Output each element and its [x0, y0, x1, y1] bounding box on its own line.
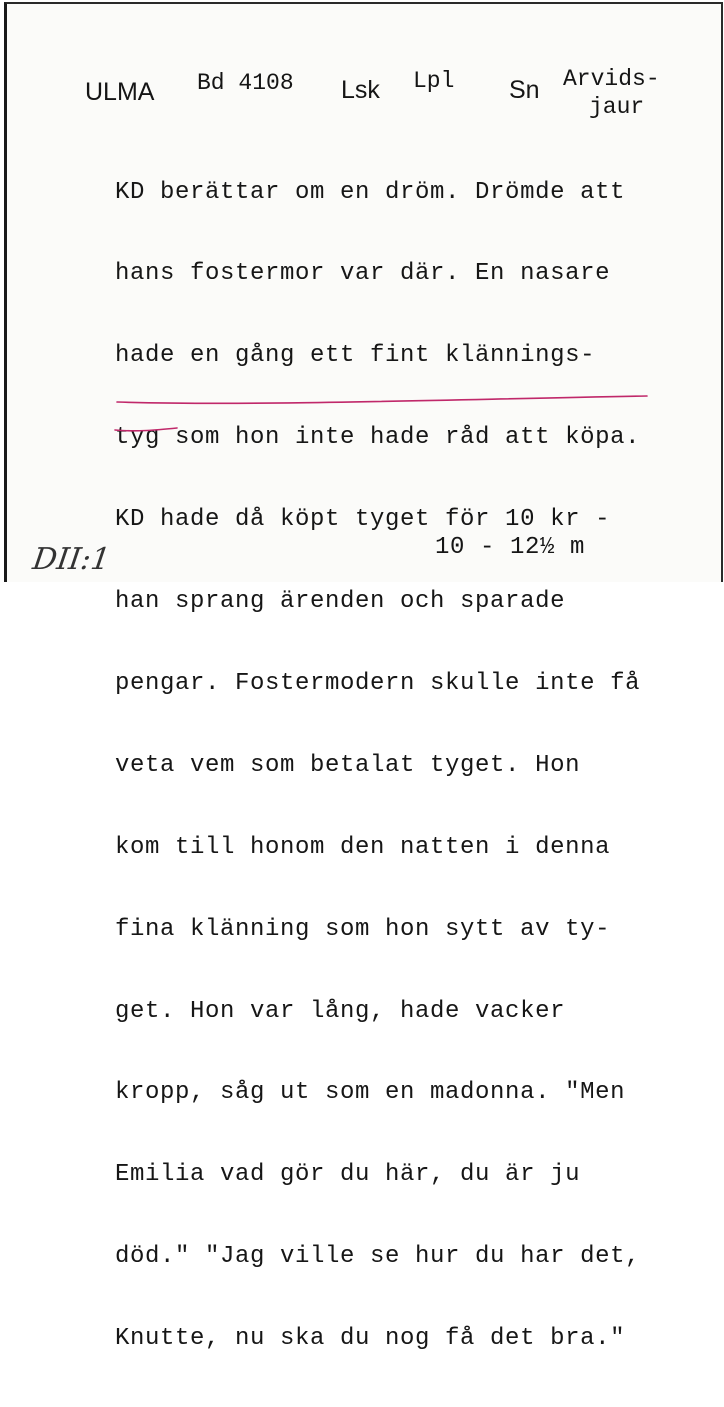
handwritten-signature: DII:1	[30, 542, 113, 577]
text-line-8: veta vem som betalat tyget. Hon	[115, 751, 581, 779]
text-line-10: fina klänning som hon sytt av ty-	[115, 915, 611, 943]
archive-card	[4, 2, 723, 1353]
text-line-5: KD hade då köpt tyget för 10 kr -	[115, 506, 611, 534]
narrative-text	[115, 124, 640, 1407]
text-line-3: hade en gång ett fint klännings-	[115, 342, 596, 370]
text-line-7: pengar. Fostermodern skulle inte få	[115, 669, 641, 697]
text-line-1: KD berättar om en dröm. Drömde att	[115, 178, 626, 206]
header-bd-number: Bd 4108	[197, 70, 294, 96]
header-sn: Sn	[509, 76, 540, 104]
text-line-4: tyg som hon inte hade råd att köpa.	[115, 424, 641, 452]
text-line-2: hans fostermor var där. En nasare	[115, 260, 611, 288]
measure-note: 10 - 12½ m	[435, 534, 586, 561]
header-place-line2: jaur	[589, 94, 645, 120]
text-line-12: kropp, såg ut som en madonna. "Men	[115, 1079, 626, 1107]
text-line-13: Emilia vad gör du här, du är ju	[115, 1161, 581, 1189]
text-line-15: Knutte, nu ska du nog få det bra."	[115, 1325, 626, 1353]
header-lsk: Lsk	[341, 76, 380, 104]
text-line-6: han sprang ärenden och sparade	[115, 588, 566, 616]
header-lpl: Lpl	[413, 68, 455, 94]
header-ulma: ULMA	[85, 78, 155, 106]
text-line-14: död." "Jag ville se hur du har det,	[115, 1243, 641, 1271]
header-place-line1: Arvids-	[563, 66, 660, 92]
text-line-11: get. Hon var lång, hade vacker	[115, 997, 566, 1025]
text-line-9: kom till honom den natten i denna	[115, 833, 611, 861]
